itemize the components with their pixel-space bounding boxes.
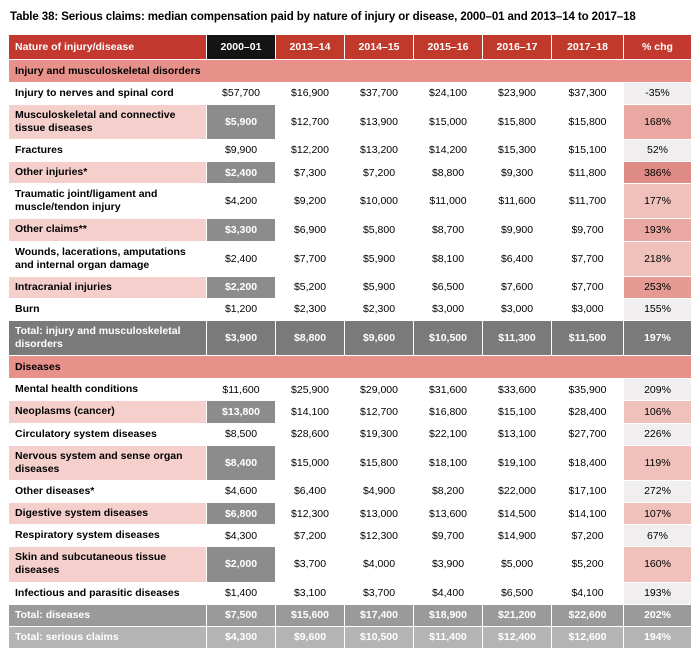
cell-pct-change: 119% — [624, 445, 692, 480]
cell-value: $1,200 — [207, 298, 276, 320]
cell-value: $8,700 — [414, 219, 483, 241]
grand-total-cell-value: $12,400 — [483, 626, 552, 648]
cell-value: $8,500 — [207, 423, 276, 445]
total-cell-value: $11,500 — [552, 321, 624, 356]
cell-value: $15,100 — [483, 401, 552, 423]
cell-value: $15,100 — [552, 139, 624, 161]
grand-total-cell-value: $10,500 — [345, 626, 414, 648]
total-cell-value: $21,200 — [483, 604, 552, 626]
cell-pct-change: 168% — [624, 104, 692, 139]
table-header — [9, 34, 692, 59]
cell-value: $3,100 — [276, 582, 345, 604]
cell-value: $2,300 — [345, 298, 414, 320]
cell-pct-change: 160% — [624, 547, 692, 582]
total-cell-value: $7,500 — [207, 604, 276, 626]
cell-value: $28,400 — [552, 401, 624, 423]
cell-value: $9,700 — [414, 525, 483, 547]
cell-value: $9,700 — [552, 219, 624, 241]
table-row — [9, 582, 692, 604]
section-title-diseases: Diseases — [9, 356, 692, 379]
cell-value: $33,600 — [483, 379, 552, 401]
grand-total-cell-pct-change: 194% — [624, 626, 692, 648]
total-cell-value: $9,600 — [345, 321, 414, 356]
cell-value: $27,700 — [552, 423, 624, 445]
table-row — [9, 276, 692, 298]
row-label-other-claims: Other claims** — [9, 219, 207, 241]
cell-pct-change: 107% — [624, 503, 692, 525]
cell-value: $7,300 — [276, 162, 345, 184]
cell-value: $6,900 — [276, 219, 345, 241]
cell-value: $3,000 — [414, 298, 483, 320]
cell-value: $5,200 — [276, 276, 345, 298]
total-cell-value: $8,800 — [276, 321, 345, 356]
cell-value: $12,700 — [276, 104, 345, 139]
cell-value: $9,900 — [207, 139, 276, 161]
cell-value: $9,900 — [483, 219, 552, 241]
row-label-circulatory-system-diseases: Circulatory system diseases — [9, 423, 207, 445]
cell-value: $3,900 — [414, 547, 483, 582]
column-header-2000-01: 2000–01 — [207, 34, 276, 59]
table-row — [9, 423, 692, 445]
row-label-injury-to-nerves-and-spinal-cord: Injury to nerves and spinal cord — [9, 82, 207, 104]
cell-value: $16,900 — [276, 82, 345, 104]
total-cell-value: $3,900 — [207, 321, 276, 356]
cell-value: $37,300 — [552, 82, 624, 104]
cell-value: $1,400 — [207, 582, 276, 604]
row-label-intracranial-injuries: Intracranial injuries — [9, 276, 207, 298]
cell-value: $4,100 — [552, 582, 624, 604]
cell-value: $2,000 — [207, 547, 276, 582]
cell-value: $18,400 — [552, 445, 624, 480]
cell-value: $29,000 — [345, 379, 414, 401]
cell-value: $9,300 — [483, 162, 552, 184]
cell-value: $7,700 — [276, 241, 345, 276]
column-header-nature: Nature of injury/disease — [9, 34, 207, 59]
cell-value: $31,600 — [414, 379, 483, 401]
cell-value: $7,200 — [276, 525, 345, 547]
cell-value: $6,500 — [483, 582, 552, 604]
cell-value: $2,200 — [207, 276, 276, 298]
cell-value: $4,300 — [207, 525, 276, 547]
cell-value: $7,200 — [345, 162, 414, 184]
cell-value: $4,600 — [207, 480, 276, 502]
table-row — [9, 104, 692, 139]
cell-value: $22,100 — [414, 423, 483, 445]
cell-value: $11,700 — [552, 184, 624, 219]
page-title: Table 38: Serious claims: median compensation paid by nature of injury or disease, 2000–01 and 2013–14 to 2017–18 — [10, 11, 636, 23]
cell-value: $5,900 — [207, 104, 276, 139]
row-label-traumatic-joint-ligament-and-muscle-tend: Traumatic joint/ligament and muscle/tendon injury — [9, 184, 207, 219]
cell-value: $3,700 — [345, 582, 414, 604]
compensation-table — [8, 34, 692, 649]
row-label-nervous-system-and-sense-organ-diseases: Nervous system and sense organ diseases — [9, 445, 207, 480]
table-row — [9, 547, 692, 582]
table-row — [9, 298, 692, 320]
cell-pct-change: 52% — [624, 139, 692, 161]
row-label-other-injuries: Other injuries* — [9, 162, 207, 184]
cell-value: $15,800 — [483, 104, 552, 139]
row-label-fractures: Fractures — [9, 139, 207, 161]
cell-pct-change: 106% — [624, 401, 692, 423]
cell-value: $14,100 — [552, 503, 624, 525]
cell-pct-change: 218% — [624, 241, 692, 276]
cell-value: $3,000 — [483, 298, 552, 320]
table-row — [9, 82, 692, 104]
grand-total-label: Total: serious claims — [9, 626, 207, 648]
cell-pct-change: -35% — [624, 82, 692, 104]
total-cell-value: $18,900 — [414, 604, 483, 626]
cell-value: $15,300 — [483, 139, 552, 161]
table-row — [9, 241, 692, 276]
cell-value: $14,100 — [276, 401, 345, 423]
cell-pct-change: 193% — [624, 219, 692, 241]
table-row — [9, 401, 692, 423]
cell-value: $12,300 — [345, 525, 414, 547]
cell-value: $14,200 — [414, 139, 483, 161]
cell-value: $2,300 — [276, 298, 345, 320]
cell-value: $28,600 — [276, 423, 345, 445]
cell-value: $13,200 — [345, 139, 414, 161]
cell-value: $15,800 — [345, 445, 414, 480]
cell-value: $5,200 — [552, 547, 624, 582]
cell-pct-change: 226% — [624, 423, 692, 445]
header-row — [9, 34, 692, 59]
table-row — [9, 445, 692, 480]
cell-value: $18,100 — [414, 445, 483, 480]
cell-value: $11,000 — [414, 184, 483, 219]
grand-total-cell-value: $9,600 — [276, 626, 345, 648]
cell-value: $8,400 — [207, 445, 276, 480]
table-row — [9, 139, 692, 161]
section-total-row — [9, 321, 692, 356]
row-label-mental-health-conditions: Mental health conditions — [9, 379, 207, 401]
cell-value: $13,800 — [207, 401, 276, 423]
cell-value: $5,900 — [345, 241, 414, 276]
row-label-infectious-and-parasitic-diseases: Infectious and parasitic diseases — [9, 582, 207, 604]
cell-value: $13,900 — [345, 104, 414, 139]
row-label-neoplasms-cancer: Neoplasms (cancer) — [9, 401, 207, 423]
grand-total-cell-value: $12,600 — [552, 626, 624, 648]
table-row — [9, 503, 692, 525]
cell-value: $22,000 — [483, 480, 552, 502]
cell-pct-change: 177% — [624, 184, 692, 219]
cell-value: $25,900 — [276, 379, 345, 401]
cell-value: $14,500 — [483, 503, 552, 525]
grand-total-cell-value: $11,400 — [414, 626, 483, 648]
column-header-2014-15: 2014–15 — [345, 34, 414, 59]
cell-value: $19,300 — [345, 423, 414, 445]
row-label-skin-and-subcutaneous-tissue-diseases: Skin and subcutaneous tissue diseases — [9, 547, 207, 582]
section-header-row — [9, 59, 692, 82]
total-label-total-injury-and-musculoskeletal-disorde: Total: injury and musculoskeletal disorders — [9, 321, 207, 356]
cell-value: $5,900 — [345, 276, 414, 298]
total-cell-value: $22,600 — [552, 604, 624, 626]
cell-pct-change: 209% — [624, 379, 692, 401]
cell-value: $57,700 — [207, 82, 276, 104]
cell-value: $15,000 — [276, 445, 345, 480]
cell-pct-change: 253% — [624, 276, 692, 298]
cell-value: $4,000 — [345, 547, 414, 582]
total-cell-value: $10,500 — [414, 321, 483, 356]
grand-total-cell-value: $4,300 — [207, 626, 276, 648]
cell-value: $2,400 — [207, 241, 276, 276]
cell-value: $13,000 — [345, 503, 414, 525]
cell-value: $3,000 — [552, 298, 624, 320]
row-label-musculoskeletal-and-connective-tissue-di: Musculoskeletal and connective tissue diseases — [9, 104, 207, 139]
total-cell-pct-change: 202% — [624, 604, 692, 626]
cell-value: $11,600 — [207, 379, 276, 401]
cell-value: $15,800 — [552, 104, 624, 139]
cell-value: $3,300 — [207, 219, 276, 241]
row-label-wounds-lacerations-amputations-and-inter: Wounds, lacerations, amputations and internal organ damage — [9, 241, 207, 276]
cell-value: $13,600 — [414, 503, 483, 525]
cell-value: $23,900 — [483, 82, 552, 104]
row-label-respiratory-system-diseases: Respiratory system diseases — [9, 525, 207, 547]
section-total-row — [9, 604, 692, 626]
row-label-other-diseases: Other diseases* — [9, 480, 207, 502]
row-label-burn: Burn — [9, 298, 207, 320]
table-row — [9, 184, 692, 219]
cell-value: $17,100 — [552, 480, 624, 502]
cell-value: $10,000 — [345, 184, 414, 219]
grand-total-row — [9, 626, 692, 648]
cell-pct-change: 193% — [624, 582, 692, 604]
table-row — [9, 219, 692, 241]
cell-value: $7,600 — [483, 276, 552, 298]
column-header-pct-chg: % chg — [624, 34, 692, 59]
cell-value: $16,800 — [414, 401, 483, 423]
cell-value: $3,700 — [276, 547, 345, 582]
cell-value: $14,900 — [483, 525, 552, 547]
total-cell-value: $15,600 — [276, 604, 345, 626]
cell-value: $37,700 — [345, 82, 414, 104]
cell-value: $8,200 — [414, 480, 483, 502]
total-cell-value: $17,400 — [345, 604, 414, 626]
column-header-2013-14: 2013–14 — [276, 34, 345, 59]
cell-value: $15,000 — [414, 104, 483, 139]
cell-value: $6,400 — [483, 241, 552, 276]
column-header-2016-17: 2016–17 — [483, 34, 552, 59]
cell-value: $4,900 — [345, 480, 414, 502]
cell-value: $9,200 — [276, 184, 345, 219]
total-label-total-diseases: Total: diseases — [9, 604, 207, 626]
cell-value: $11,800 — [552, 162, 624, 184]
cell-value: $11,600 — [483, 184, 552, 219]
cell-value: $4,400 — [414, 582, 483, 604]
total-cell-pct-change: 197% — [624, 321, 692, 356]
table-row — [9, 162, 692, 184]
cell-value: $8,800 — [414, 162, 483, 184]
table-body — [9, 59, 692, 648]
column-header-2017-18: 2017–18 — [552, 34, 624, 59]
cell-value: $12,300 — [276, 503, 345, 525]
cell-pct-change: 155% — [624, 298, 692, 320]
cell-value: $5,800 — [345, 219, 414, 241]
table-row — [9, 379, 692, 401]
section-header-row — [9, 356, 692, 379]
cell-value: $8,100 — [414, 241, 483, 276]
cell-value: $13,100 — [483, 423, 552, 445]
cell-value: $7,200 — [552, 525, 624, 547]
column-header-2015-16: 2015–16 — [414, 34, 483, 59]
cell-value: $6,400 — [276, 480, 345, 502]
cell-pct-change: 272% — [624, 480, 692, 502]
cell-value: $35,900 — [552, 379, 624, 401]
cell-value: $7,700 — [552, 241, 624, 276]
cell-pct-change: 67% — [624, 525, 692, 547]
cell-value: $6,500 — [414, 276, 483, 298]
table-row — [9, 480, 692, 502]
cell-value: $12,700 — [345, 401, 414, 423]
row-label-digestive-system-diseases: Digestive system diseases — [9, 503, 207, 525]
cell-pct-change: 386% — [624, 162, 692, 184]
cell-value: $12,200 — [276, 139, 345, 161]
total-cell-value: $11,300 — [483, 321, 552, 356]
cell-value: $2,400 — [207, 162, 276, 184]
cell-value: $24,100 — [414, 82, 483, 104]
cell-value: $19,100 — [483, 445, 552, 480]
section-title-injury-and-musculoskeletal-disorders: Injury and musculoskeletal disorders — [9, 59, 692, 82]
cell-value: $7,700 — [552, 276, 624, 298]
cell-value: $5,000 — [483, 547, 552, 582]
cell-value: $4,200 — [207, 184, 276, 219]
cell-value: $6,800 — [207, 503, 276, 525]
table-row — [9, 525, 692, 547]
